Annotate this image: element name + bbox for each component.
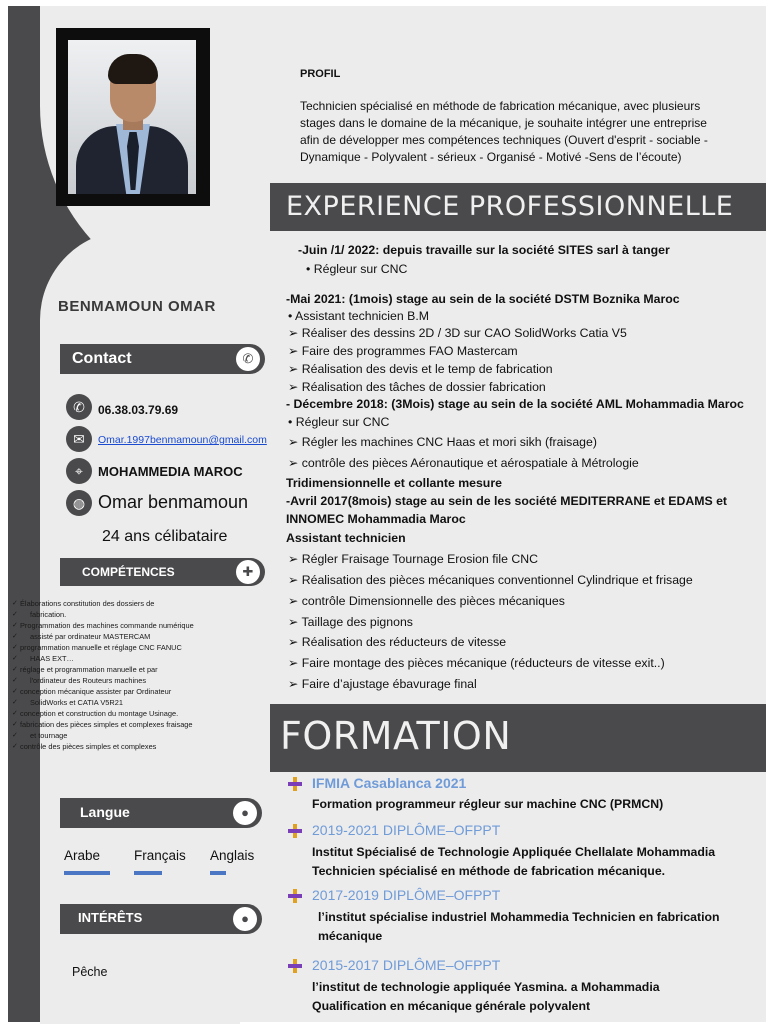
experience-line: ➢ Faire des programmes FAO Mastercam	[288, 344, 518, 358]
contact-label: Contact	[72, 350, 132, 367]
experience-line: - Décembre 2018: (3Mois) stage au sein de la société AML Mohammadia Maroc	[286, 397, 744, 411]
skill-item: ✓ conception et construction du montage Usinage.	[12, 708, 252, 719]
diploma-bullet-icon	[288, 889, 302, 903]
experience-line: • Assistant technicien B.M	[288, 309, 429, 323]
diploma-bullet-icon	[288, 959, 302, 973]
formation-line: Institut Spécialisé de Technologie Appliquée Chellalate Mohammadia	[312, 845, 716, 859]
contact-header	[60, 344, 265, 374]
experience-line: ➢ Réalisation des devis et le temp de fabrication	[288, 362, 553, 376]
skill-item: ✓ assisté par ordinateur MASTERCAM	[12, 631, 252, 642]
experience-banner	[270, 183, 766, 231]
language-level-bar	[210, 871, 226, 875]
formation-line: Formation programmeur régleur sur machine CNC (PRMCN)	[312, 797, 664, 811]
skill-item: ✓ fabrication.	[12, 609, 252, 620]
skill-item: ✓ l'ordinateur des Routeurs machines	[12, 675, 252, 686]
profile-line: Dynamique - Polyvalent - sérieux - Organisé - Motivé -Sens de l’écoute)	[300, 150, 682, 164]
skill-item: ✓ Élaborations constitution des dossiers de	[12, 598, 252, 609]
profile-line: Technicien spécialisé en méthode de fabrication mécanique, avec plusieurs	[300, 99, 701, 113]
experience-line: ➢ Faire d’ajustage ébavurage final	[288, 677, 477, 691]
diploma-bullet-icon	[288, 824, 302, 838]
experience-line: ➢ Réaliser des dessins 2D / 3D sur CAO SolidWorks Catia V5	[288, 326, 627, 340]
interest-item: Pêche	[72, 965, 108, 979]
formation-head-text: 2015-2017 DIPLÔME–OFPPT	[312, 957, 501, 973]
experience-line: -Avril 2017(8mois) stage au sein de les société MEDITERRANE et EDAMS et	[286, 494, 728, 508]
formation-title: FORMATION	[280, 714, 512, 758]
formation-head-text: 2019-2021 DIPLÔME–OFPPT	[312, 822, 501, 838]
formation-line: Qualification en mécanique générale polyvalent	[312, 999, 591, 1013]
age-status: 24 ans célibataire	[102, 528, 228, 545]
experience-title: EXPERIENCE PROFESSIONNELLE	[286, 191, 734, 222]
skill-item: ✓ Programmation des machines commande numérique	[12, 620, 252, 631]
diploma-bullet-icon	[288, 777, 302, 791]
email-icon: ✉	[66, 426, 92, 452]
formation-line: mécanique	[318, 929, 383, 943]
profile-title: PROFIL	[300, 68, 341, 80]
language-label: Langue	[80, 804, 130, 820]
skills-icon: ✚	[236, 560, 260, 584]
person-icon: ●	[233, 907, 257, 931]
phone-icon: ✆	[66, 394, 92, 420]
candidate-name: BENMAMOUN OMAR	[58, 298, 216, 315]
experience-line: -Juin /1/ 2022: depuis travaille sur la société SITES sarl à tanger	[298, 243, 670, 257]
experience-line: • Régleur sur CNC	[306, 262, 408, 276]
skill-item: ✓ réglage et programmation manuelle et par	[12, 664, 252, 675]
experience-line: INNOMEC Mohammadia Maroc	[286, 512, 466, 526]
person-icon: ●	[233, 801, 257, 825]
skill-item: ✓ HAAS EXT…	[12, 653, 252, 664]
skill-item: ✓ contrôle des pièces simples et complexes	[12, 741, 252, 752]
city-text: MOHAMMEDIA MAROC	[98, 464, 243, 479]
interests-label: INTÉRÊTS	[78, 910, 143, 925]
location-icon: ⌖	[66, 458, 92, 484]
skill-item: ✓ fabrication des pièces simples et complexes fraisage	[12, 719, 252, 730]
experience-line: Assistant technicien	[286, 531, 406, 545]
skills-list	[12, 598, 252, 752]
experience-line: ➢ Réalisation des réducteurs de vitesse	[288, 635, 507, 649]
language-french: Français	[134, 848, 186, 863]
formation-line: l’institut de technologie appliquée Yasmina. a Mohammadia	[312, 980, 660, 994]
formation-line: l’institut spécialise industriel Mohammedia Technicien en fabrication	[318, 910, 720, 924]
experience-line: Tridimensionnelle et collante mesure	[286, 476, 502, 490]
experience-line: -Mai 2021: (1mois) stage au sein de la société DSTM Boznika Maroc	[286, 292, 680, 306]
skill-item: ✓ programmation manuelle et réglage CNC FANUC	[12, 642, 252, 653]
experience-line: ➢ contrôle des pièces Aéronautique et aérospatiale à Métrologie	[288, 456, 639, 470]
skills-header	[60, 558, 265, 586]
skill-item: ✓ SolidWorks et CATIA V5R21	[12, 697, 252, 708]
experience-line: ➢ Taillage des pignons	[288, 615, 413, 629]
profile-text	[300, 98, 750, 166]
experience-line: ➢ Faire montage des pièces mécanique (réducteurs de vitesse exit..)	[288, 656, 665, 670]
globe-icon: ◍	[66, 490, 92, 516]
profile-line: afin de développer mes compétences techniques (Ouvert d'esprit - sociable -	[300, 133, 708, 147]
language-level-bar	[134, 871, 162, 875]
language-level-bar	[64, 871, 110, 875]
skills-label: COMPÉTENCES	[82, 565, 175, 579]
experience-line: ➢ Réalisation des pièces mécaniques conventionnel Cylindrique et frisage	[288, 573, 693, 587]
formation-banner	[270, 704, 766, 772]
experience-line: ➢ Régler Fraisage Tournage Erosion file CNC	[288, 552, 538, 566]
language-arabic: Arabe	[64, 848, 101, 863]
experience-line: ➢ Régler les machines CNC Haas et mori sikh (fraisage)	[288, 435, 597, 449]
phone-icon: ✆	[236, 347, 260, 371]
phone-number: 06.38.03.79.69	[98, 403, 179, 417]
website-text: Omar benmamoun	[98, 492, 249, 512]
experience-line: ➢ Réalisation des tâches de dossier fabrication	[288, 380, 546, 394]
skill-item: ✓ et tournage	[12, 730, 252, 741]
language-english: Anglais	[210, 848, 255, 863]
formation-line: Technicien spécialisé en méthode de fabrication mécanique.	[312, 864, 666, 878]
formation-head-text: IFMIA Casablanca 2021	[312, 775, 467, 791]
interests-header	[60, 904, 262, 934]
profile-line: stages dans le domaine de la mécanique, je souhaite intégrer une entreprise	[300, 116, 707, 130]
formation-head-text: 2017-2019 DIPLÔME–OFPPT	[312, 887, 501, 903]
skill-item: ✓ conception mécanique assister par Ordinateur	[12, 686, 252, 697]
experience-line: ➢ contrôle Dimensionnelle des pièces mécaniques	[288, 594, 565, 608]
email-link[interactable]: Omar.1997benmamoun@gmail.com	[98, 434, 267, 446]
profile-photo	[56, 28, 210, 206]
experience-line: • Régleur sur CNC	[288, 415, 390, 429]
language-header	[60, 798, 262, 828]
